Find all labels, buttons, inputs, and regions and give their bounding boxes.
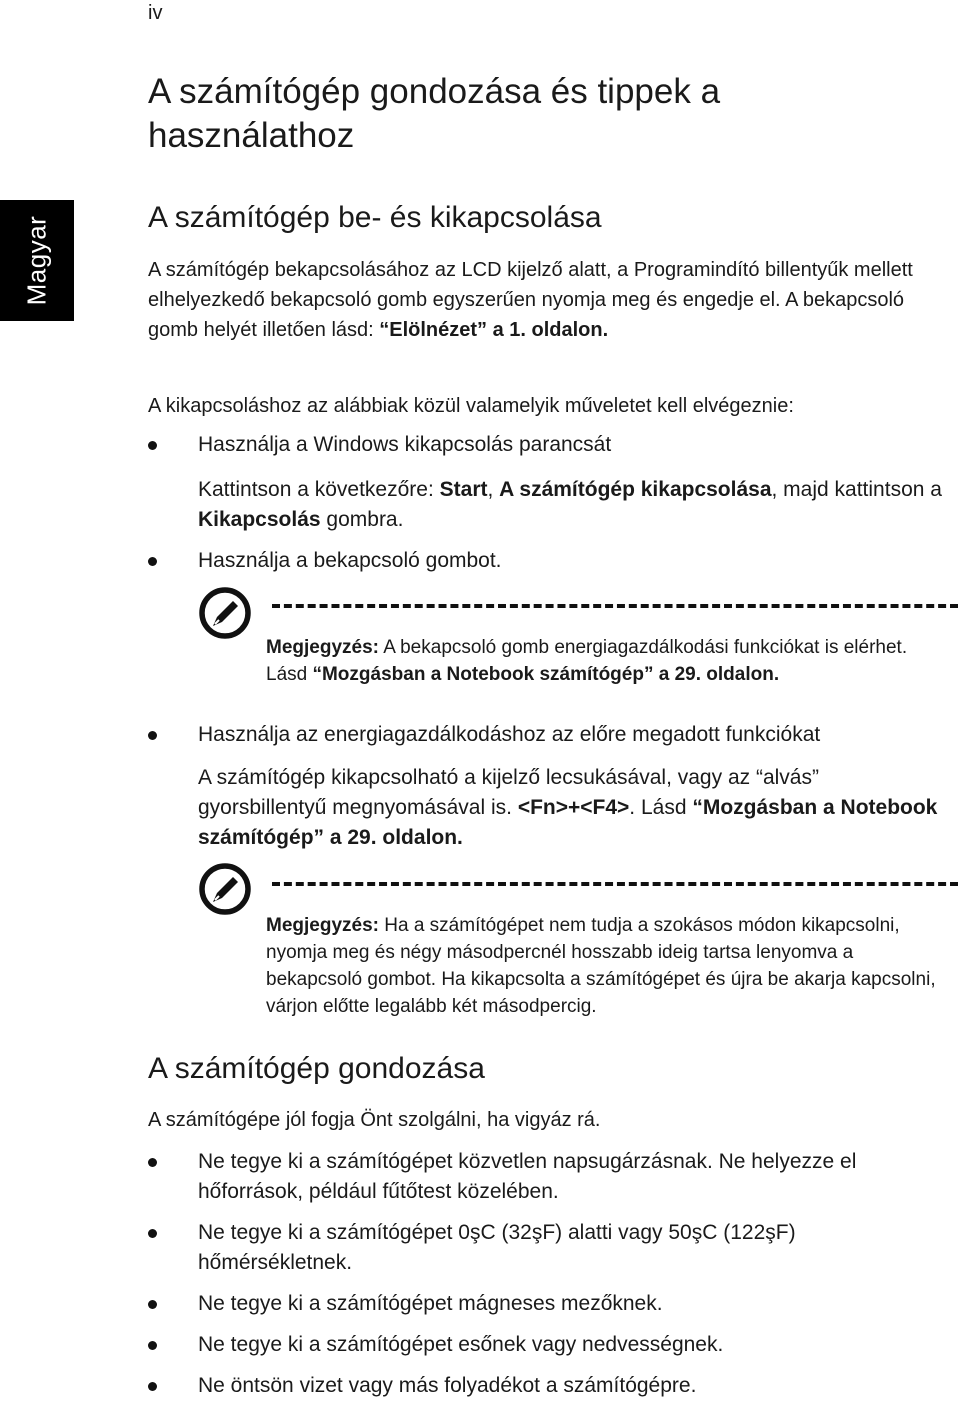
power-on-text: A számítógép bekapcsolásához az LCD kijelző alatt, a Programindító billentyűk mellett elhelyezkedő bekapcsoló gomb egyszerűen nyomja meg és engedje el. A bekapcsoló gomb helyét illetően lásd:	[148, 259, 913, 341]
instruction-text: A számítógép kikapcsolható a kijelző lecsukásával, vagy az “alvás” gyorsbillentyű megnyomásával is.	[198, 766, 819, 819]
instruction-text: Kattintson a következőre:	[198, 478, 440, 501]
note-divider	[272, 604, 958, 608]
care-intro: A számítógépe jól fogja Önt szolgálni, ha vigyáz rá.	[148, 1109, 601, 1131]
list-item	[148, 1289, 948, 1319]
note-label: Megjegyzés:	[266, 915, 379, 936]
bullet-icon	[148, 1300, 157, 1309]
page-title: A számítógép gondozása és tippek a használathoz	[148, 72, 721, 155]
language-tab	[0, 200, 74, 321]
kikapcsolas-label: Kikapcsolás	[198, 508, 321, 531]
section-heading-power: A számítógép be- és kikapcsolása	[148, 201, 602, 234]
power-management-instructions	[198, 763, 948, 853]
note-text: Ha a számítógépet nem tudja a szokásos módon kikapcsolni, nyomja meg és négy másodpercnél hosszabb ideig tartsa lenyomva a bekapcsoló gombot. Ha kikapcsolta a számítógépet és újra be akarja kapcsolni, várjon előtte legalább két másodpercig.	[266, 915, 936, 1017]
bullet-text: Használja a Windows kikapcsolás parancsát	[198, 433, 612, 456]
notebook-reference[interactable]: “Mozgásban a Notebook számítógép” a 29. oldalon.	[198, 796, 938, 849]
instruction-text: . Lásd	[629, 796, 693, 819]
notebook-reference[interactable]: “Mozgásban a Notebook számítógép” a 29. oldalon.	[312, 664, 780, 685]
instruction-text: , majd kattintson a	[771, 478, 942, 501]
bullet-text: Használja a bekapcsoló gombot.	[198, 549, 502, 572]
note-text: A bekapcsoló gomb energiagazdálkodási funkciókat is elérhet. Lásd	[266, 637, 908, 685]
bullet-icon	[148, 1229, 157, 1238]
note-divider	[272, 882, 958, 886]
instruction-text: gombra.	[320, 508, 404, 531]
instruction-text: ,	[487, 478, 500, 501]
list-item	[148, 1371, 948, 1401]
note-power-button	[266, 634, 946, 688]
power-on-paragraph	[148, 255, 938, 345]
shutdown-intro: A kikapcsoláshoz az alábbiak közül valamelyik műveletet kell elvégeznie:	[148, 395, 794, 417]
bullet-icon	[148, 557, 157, 566]
bullet-icon	[148, 1341, 157, 1350]
bullet-text: Használja az energiagazdálkodáshoz az előre megadott funkciókat	[198, 723, 821, 746]
bullet-icon	[148, 441, 157, 450]
bullet-icon	[148, 1158, 157, 1167]
bullet-icon	[148, 1382, 157, 1391]
note-force-shutdown	[266, 912, 946, 1020]
start-label: Start	[439, 478, 488, 501]
bullet-icon	[148, 731, 157, 740]
bullet-text: Ne tegye ki a számítógépet 0şC (32şF) alatti vagy 50şC (122şF) hőmérsékletnek.	[198, 1221, 796, 1274]
language-tab-label: Magyar	[21, 215, 52, 306]
list-item	[148, 1218, 948, 1278]
list-item	[148, 1147, 948, 1207]
note-label: Megjegyzés:	[266, 637, 379, 658]
care-list	[148, 1147, 948, 1401]
shutdown-label: A számítógép kikapcsolása	[499, 478, 772, 501]
page-number: iv	[148, 2, 163, 24]
note-pen-icon	[198, 586, 252, 640]
bullet-text: Ne tegye ki a számítógépet közvetlen napsugárzásnak. Ne helyezze el hőforrások, például fűtőtest közelében.	[198, 1150, 857, 1203]
note-pen-icon	[198, 862, 252, 916]
bullet-text: Ne tegye ki a számítógépet esőnek vagy nedvességnek.	[198, 1333, 724, 1356]
windows-shutdown-instructions	[198, 475, 948, 535]
list-item	[148, 1330, 948, 1360]
front-view-reference[interactable]: “Elölnézet” a 1. oldalon.	[379, 319, 609, 341]
bullet-text: Ne tegye ki a számítógépet mágneses mezőknek.	[198, 1292, 663, 1315]
hotkey-label: <Fn>+<F4>	[517, 796, 630, 819]
section-heading-care: A számítógép gondozása	[148, 1052, 485, 1085]
bullet-text: Ne öntsön vizet vagy más folyadékot a számítógépre.	[198, 1374, 697, 1397]
